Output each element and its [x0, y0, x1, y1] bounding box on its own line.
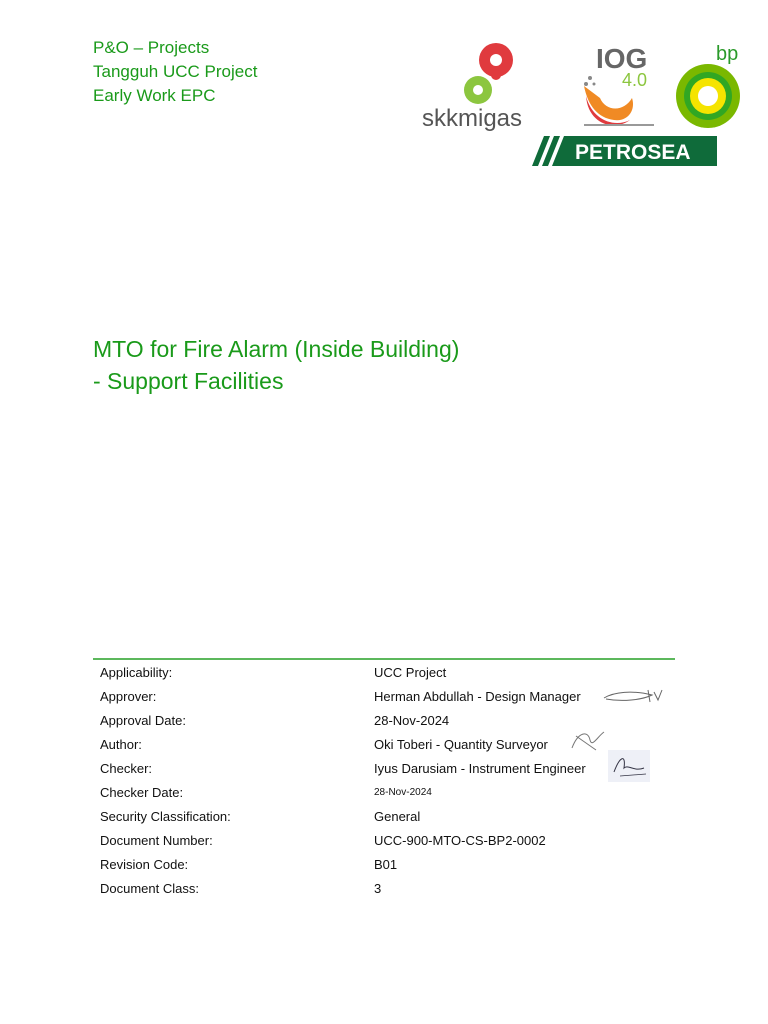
title-line-main: MTO for Fire Alarm (Inside Building)	[93, 336, 460, 362]
meta-row-approver	[93, 684, 675, 708]
meta-value: 3	[374, 881, 382, 897]
meta-value: Oki Toberi - Quantity Surveyor	[374, 736, 548, 752]
bp-logo	[676, 43, 740, 128]
petrosea-logo	[532, 136, 717, 166]
meta-row-checker	[93, 756, 675, 780]
meta-row-applicability	[93, 660, 675, 684]
meta-row-document-number	[93, 829, 675, 853]
header-block	[93, 36, 257, 108]
meta-label: Applicability:	[100, 664, 173, 680]
approver-signature	[602, 686, 664, 706]
meta-label: Checker:	[100, 760, 153, 776]
header-line-scope: Early Work EPC	[93, 86, 216, 105]
document-metadata	[93, 658, 675, 901]
skkmigas-wordmark: skkmigas	[422, 105, 523, 132]
bp-wordmark: bp	[716, 43, 739, 65]
header-line-project: Tangguh UCC Project	[93, 62, 258, 81]
meta-label: Approver:	[100, 688, 157, 704]
title-line-sub: - Support Facilities	[93, 368, 284, 394]
logo-strip	[418, 36, 748, 171]
author-signature	[568, 728, 608, 754]
meta-row-author	[93, 732, 675, 756]
meta-label: Checker Date:	[100, 785, 184, 801]
meta-label: Approval Date:	[100, 712, 186, 728]
iog-wordmark: IOG	[596, 43, 648, 74]
meta-value: Iyus Darusiam - Instrument Engineer	[374, 760, 586, 776]
meta-label: Security Classification:	[100, 809, 231, 825]
checker-signature	[608, 750, 650, 782]
petrosea-wordmark: PETROSEA	[575, 141, 691, 164]
meta-value: UCC-900-MTO-CS-BP2-0002	[374, 833, 546, 849]
meta-value: General	[374, 809, 421, 825]
meta-value: 28-Nov-2024	[374, 787, 432, 799]
iog-logo	[584, 43, 654, 126]
meta-value: Herman Abdullah - Design Manager	[374, 688, 581, 704]
meta-row-security	[93, 805, 675, 829]
meta-row-document-class	[93, 877, 675, 901]
skkmigas-logo	[422, 43, 522, 132]
meta-value: UCC Project	[374, 664, 447, 680]
meta-label: Revision Code:	[100, 857, 189, 873]
meta-value: 28-Nov-2024	[374, 712, 450, 728]
iog-version: 4.0	[622, 70, 648, 90]
meta-row-checker-date	[93, 780, 675, 804]
meta-label: Author:	[100, 736, 142, 752]
meta-label: Document Number:	[100, 833, 213, 849]
meta-label: Document Class:	[100, 881, 199, 897]
meta-row-revision	[93, 853, 675, 877]
document-title	[93, 333, 459, 397]
meta-value: B01	[374, 857, 398, 873]
header-line-department: P&O – Projects	[93, 38, 210, 57]
